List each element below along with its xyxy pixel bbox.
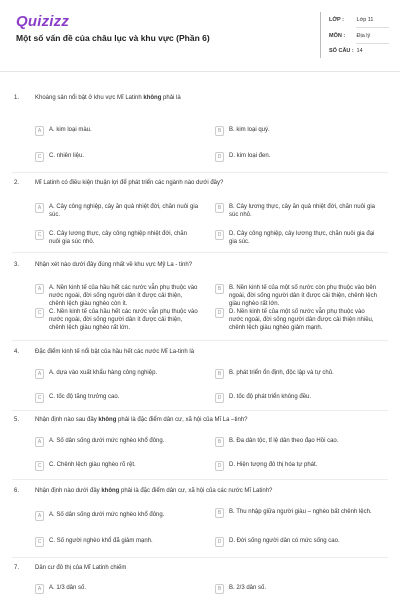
question-count-label: SỐ CÂU : bbox=[329, 48, 354, 54]
question-number: 6. bbox=[14, 488, 20, 494]
option-text: C. Số người nghèo khổ đã giảm mạnh. bbox=[49, 538, 153, 544]
option-text: D. tốc độ phát triển không đều. bbox=[229, 394, 312, 400]
subject-info bbox=[329, 33, 370, 39]
question-text bbox=[35, 417, 385, 423]
option-letter-badge: A bbox=[35, 203, 44, 213]
option-letter-badge: A bbox=[35, 369, 44, 379]
option-letter-badge: B bbox=[215, 284, 224, 294]
option-letter-badge: C bbox=[35, 393, 44, 403]
question-text bbox=[35, 488, 385, 494]
option-text: D. Nền kinh tế của một số nước vẫn phụ thuộc vào nước ngoài, đời sống người dân được cải thiện nhiều, chênh lệch giàu nghèo giảm mạnh. bbox=[229, 309, 374, 331]
question-number: 2. bbox=[14, 180, 20, 186]
option-letter-badge: A bbox=[35, 437, 44, 447]
option-letter-badge: B bbox=[215, 437, 224, 447]
question-text-part: phải là đặc điểm dân cư, xã hội của các nước Mĩ Latinh? bbox=[119, 488, 273, 494]
class-underline bbox=[356, 27, 389, 28]
question-divider bbox=[12, 557, 388, 558]
subject-label: MÔN : bbox=[329, 33, 346, 39]
option-letter-badge: C bbox=[35, 230, 44, 240]
option-letter-badge: D bbox=[215, 308, 224, 318]
question-number: 7. bbox=[14, 565, 20, 571]
option-letter-badge: C bbox=[35, 152, 44, 162]
question-text bbox=[35, 180, 385, 186]
question-number: 5. bbox=[14, 417, 20, 423]
option-text: C. Nền kinh tế của hầu hết các nước vẫn phụ thuộc vào nước ngoài, đời sống người dân ít được cải thiện, chênh lệch giàu nghèo rất lớn. bbox=[49, 309, 198, 331]
class-label: LỚP : bbox=[329, 17, 344, 23]
question-divider bbox=[12, 252, 388, 253]
option-letter-badge: A bbox=[35, 584, 44, 594]
question-number: 1. bbox=[14, 95, 20, 101]
question-number: 4. bbox=[14, 349, 20, 355]
option-letter-badge: A bbox=[35, 511, 44, 521]
option-text: C. Cây lương thực, cây công nghiệp nhiệt đới, chăn nuôi gia súc nhỏ. bbox=[49, 231, 187, 245]
question-text-part: phải là bbox=[161, 95, 181, 101]
question-text-part: Khoáng sản nổi bật ở khu vực Mĩ Latinh bbox=[35, 95, 144, 101]
option-letter-badge: D bbox=[215, 230, 224, 240]
option-text: A. dựa vào xuất khẩu hàng công nghiệp. bbox=[49, 370, 158, 376]
question-text-part: Nhận định nào dưới đây bbox=[35, 488, 102, 494]
question-divider bbox=[12, 172, 388, 173]
option-letter-badge: A bbox=[35, 284, 44, 294]
class-info bbox=[329, 17, 374, 23]
question-number: 3. bbox=[14, 262, 20, 268]
question-text-part: Nhận định nào sau đây bbox=[35, 417, 99, 423]
option-text: D. Đời sống người dân có mức sống cao. bbox=[229, 538, 340, 544]
option-text: B. Đa dân tộc, tỉ lệ dân theo đạo Hồi cao. bbox=[229, 438, 339, 444]
question-text bbox=[35, 565, 385, 571]
question-text-emphasis: không bbox=[101, 488, 120, 494]
option-letter-badge: D bbox=[215, 152, 224, 162]
class-value: Lớp 11 bbox=[356, 17, 374, 23]
option-text: A. Số dân sống dưới mức nghèo khổ đông. bbox=[49, 438, 165, 444]
option-text: C. Chênh lệch giàu nghèo rõ rệt. bbox=[49, 462, 136, 468]
question-text-part: Dân cư đô thị của Mĩ Latinh chiếm bbox=[35, 565, 127, 571]
question-text-part: Nhận xét nào dưới đây đúng nhất về khu vực Mỹ La - tinh? bbox=[35, 262, 193, 268]
option-letter-badge: B bbox=[215, 126, 224, 136]
question-count-value: 14 bbox=[356, 48, 363, 54]
option-letter-badge: D bbox=[215, 461, 224, 471]
question-text-emphasis: không bbox=[143, 95, 162, 101]
option-text: D. Cây công nghiệp, cây lương thực, chăn nuôi gia đại gia súc. bbox=[229, 231, 375, 245]
option-letter-badge: C bbox=[35, 461, 44, 471]
option-letter-badge: B bbox=[215, 584, 224, 594]
option-letter-badge: B bbox=[215, 508, 224, 518]
question-text bbox=[35, 262, 385, 268]
option-text: B. kim loại quý. bbox=[229, 127, 270, 133]
question-text bbox=[35, 349, 385, 355]
option-letter-badge: B bbox=[215, 203, 224, 213]
option-letter-badge: C bbox=[35, 537, 44, 547]
question-text bbox=[35, 95, 385, 101]
question-count-info bbox=[329, 48, 363, 54]
option-text: B. Thu nhập giữa người giàu – nghèo bất chênh lệch. bbox=[229, 509, 372, 515]
option-text: A. kim loại màu. bbox=[49, 127, 92, 133]
option-text: D. kim loại đen. bbox=[229, 153, 271, 159]
question-divider bbox=[12, 479, 388, 480]
option-text: D. Hiện tượng đô thị hóa tự phát. bbox=[229, 462, 318, 468]
option-letter-badge: D bbox=[215, 393, 224, 403]
option-text: A. 1/3 dân số. bbox=[49, 585, 87, 591]
option-letter-badge: C bbox=[35, 308, 44, 318]
question-text-part: phải là đặc điểm dân cư, xã hội của Mĩ La –tinh? bbox=[116, 417, 248, 423]
subject-value: Địa lý bbox=[356, 33, 371, 39]
worksheet-info-box bbox=[320, 12, 390, 58]
question-divider bbox=[12, 410, 388, 411]
option-text: B. 2/3 dân số. bbox=[229, 585, 267, 591]
option-text: B. Cây lương thực, cây ăn quả nhiệt đới, chăn nuôi gia súc nhỏ. bbox=[229, 204, 375, 218]
page-title: Một số vấn đề của châu lục và khu vực (Phần 6) bbox=[16, 33, 210, 43]
subject-underline bbox=[356, 43, 389, 44]
option-text: B. phát triển ổn định, độc lập và tự chủ. bbox=[229, 370, 334, 376]
question-text-part: Mĩ Latinh có điều kiện thuận lợi để phát triển các ngành nào dưới đây? bbox=[35, 180, 224, 186]
quizizz-logo: Quizizz bbox=[16, 13, 70, 30]
option-text: A. Số dân sống dưới mức nghèo khổ đông. bbox=[49, 512, 165, 518]
option-text: C. tốc độ tăng trưởng cao. bbox=[49, 394, 120, 400]
option-text: B. Nền kinh tế của một số nước còn phụ thuộc vào bên ngoài, đời sống người dân ít được cải thiện, chênh lệch giàu nghèo rất lớn. bbox=[229, 285, 377, 307]
option-text: A. Cây công nghiệp, cây ăn quả nhiệt đới, chăn nuôi gia súc. bbox=[49, 204, 199, 218]
option-letter-badge: D bbox=[215, 537, 224, 547]
option-letter-badge: A bbox=[35, 126, 44, 136]
option-letter-badge: B bbox=[215, 369, 224, 379]
question-text-part: Đặc điểm kinh tế nổi bật của hầu hết các nước Mĩ La-tinh là bbox=[35, 349, 195, 355]
option-text: C. nhiên liệu. bbox=[49, 153, 85, 159]
header-divider bbox=[0, 71, 400, 72]
worksheet-header bbox=[0, 0, 400, 64]
option-text: A. Nền kinh tế của hầu hết các nước vẫn phụ thuộc vào nước ngoài, đời sống người dân ít được cải thiện, chênh lệch giàu nghèo còn ít. bbox=[49, 285, 198, 307]
question-divider bbox=[12, 340, 388, 341]
question-text-emphasis: không bbox=[98, 417, 117, 423]
